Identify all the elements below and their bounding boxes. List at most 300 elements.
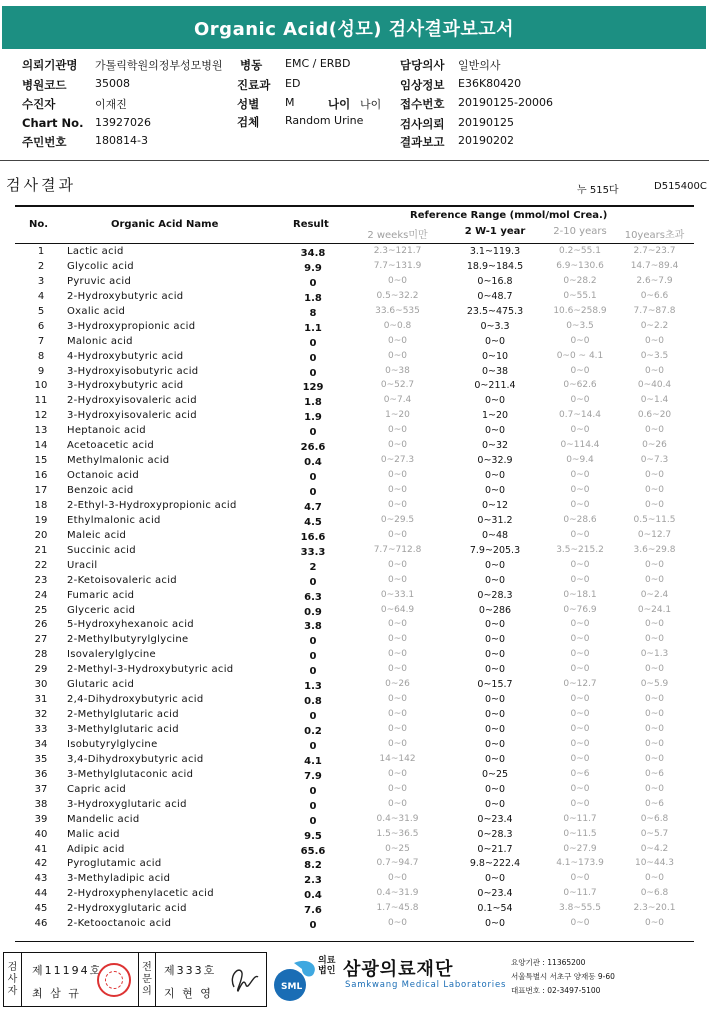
row-no: 3 — [37, 275, 45, 287]
row-ref-10y: 0~3.5 — [640, 350, 669, 361]
header-sub3: 2-10 years — [553, 226, 607, 237]
row-ref-2-10y: 0~0 — [570, 559, 590, 570]
row-no: 22 — [34, 559, 48, 571]
row-acid-name: Adipic acid — [67, 843, 125, 855]
row-ref-2-10y: 0.7~14.4 — [559, 410, 601, 421]
row-acid-name: 4-Hydroxybutyric acid — [67, 350, 184, 362]
row-ref-2-10y: 0~0 — [570, 873, 590, 884]
row-ref-2weeks: 7.7~712.8 — [373, 544, 422, 555]
age-label: 나이 — [328, 97, 351, 111]
row-ref-2-10y: 10.6~258.9 — [553, 305, 607, 316]
row-ref-10y: 10~44.3 — [634, 858, 675, 869]
row-result: 2 — [309, 561, 317, 573]
row-ref-10y: 0~1.4 — [640, 395, 669, 406]
row-acid-name: Heptanoic acid — [67, 425, 146, 437]
institution-label: 의뢰기관명 — [22, 58, 78, 72]
examiner-name: 최 삼 규 — [32, 987, 81, 1000]
row-ref-2weeks: 0~0 — [388, 275, 407, 286]
row-ref-2w-1y: 0.1~54 — [477, 903, 513, 915]
row-ref-2weeks: 0.5~32.2 — [376, 290, 419, 301]
row-ref-2weeks: 0~52.7 — [380, 380, 415, 391]
row-ref-10y: 0~0 — [645, 335, 664, 346]
header-no: No. — [29, 219, 49, 230]
row-ref-10y: 0~1.3 — [640, 649, 669, 660]
row-ref-2weeks: 0~0.8 — [383, 320, 412, 331]
row-ref-2weeks: 0~0 — [388, 738, 407, 749]
row-ref-10y: 0~26 — [642, 440, 667, 451]
row-ref-2w-1y: 0~28.3 — [477, 589, 513, 601]
row-ref-10y: 0~6.8 — [640, 888, 669, 899]
org-phone: 대표번호 : 02-3497-5100 — [511, 986, 601, 995]
row-no: 44 — [34, 888, 48, 900]
table-row — [15, 305, 694, 320]
row-ref-2w-1y: 0~286 — [478, 604, 512, 616]
row-ref-2-10y: 0.2~55.1 — [559, 246, 601, 256]
table-row — [15, 529, 694, 544]
row-ref-2weeks: 0.7~94.7 — [376, 858, 419, 869]
row-ref-10y: 0~6.8 — [640, 813, 669, 824]
table-row — [15, 499, 694, 514]
test-value: Random Urine — [285, 114, 364, 127]
row-ref-10y: 0~4.2 — [640, 843, 669, 854]
row-acid-name: Methylmalonic acid — [67, 455, 170, 467]
table-row — [15, 813, 694, 828]
row-no: 29 — [34, 664, 48, 676]
row-ref-10y: 2.6~7.9 — [636, 275, 673, 286]
row-result: 1.8 — [304, 292, 322, 304]
divider — [0, 160, 709, 161]
row-ref-2weeks: 0~29.5 — [380, 514, 415, 525]
row-ref-10y: 0~0 — [645, 783, 664, 794]
row-ref-10y: 0~0 — [645, 664, 664, 675]
row-acid-name: Fumaric acid — [67, 589, 135, 601]
row-ref-10y: 0~0 — [645, 724, 664, 734]
row-ref-2w-1y: 0~0 — [484, 873, 506, 885]
row-ref-10y: 0~0 — [645, 499, 664, 510]
footer-rule — [15, 941, 694, 942]
row-no: 28 — [34, 649, 48, 661]
row-ref-2-10y: 0~55.1 — [563, 290, 597, 301]
header-result: Result — [293, 219, 329, 230]
row-ref-10y: 0~5.7 — [640, 828, 669, 839]
row-no: 1 — [37, 246, 45, 257]
row-result: 0 — [309, 277, 317, 289]
row-no: 2 — [37, 260, 45, 272]
dept-value: ED — [285, 77, 301, 90]
table-row — [15, 574, 694, 589]
row-no: 42 — [34, 858, 48, 870]
table-row — [15, 350, 694, 365]
row-no: 25 — [34, 604, 48, 616]
row-ref-2weeks: 7.7~131.9 — [373, 260, 422, 271]
examinee-value: 이재진 — [95, 98, 127, 111]
table-row — [15, 589, 694, 604]
org-english-name: Samkwang Medical Laboratories — [345, 980, 507, 990]
row-ref-2-10y: 0~27.9 — [563, 843, 597, 854]
row-ref-10y: 2.3~20.1 — [633, 903, 676, 914]
row-ref-2-10y: 0~0 — [570, 529, 590, 540]
row-no: 38 — [34, 798, 48, 810]
row-result: 0 — [309, 800, 317, 812]
row-ref-2weeks: 1.7~45.8 — [376, 903, 419, 914]
row-acid-name: 3-Hydroxyglutaric acid — [67, 798, 187, 810]
row-ref-2-10y: 0~0 — [570, 470, 590, 481]
table-row — [15, 708, 694, 723]
reviewer-label: 전 문 의 — [138, 953, 156, 1006]
table-row — [15, 290, 694, 305]
row-ref-2weeks: 0~0 — [388, 350, 407, 361]
row-acid-name: 3-Methylglutaric acid — [67, 724, 179, 735]
row-ref-10y: 0~12.7 — [637, 529, 672, 540]
row-ref-2-10y: 0~0 ~ 4.1 — [556, 350, 604, 361]
table-row — [15, 544, 694, 559]
row-ref-2w-1y: 0~48.7 — [477, 290, 513, 302]
row-result: 26.6 — [300, 442, 326, 454]
row-ref-2w-1y: 0~0 — [484, 619, 506, 631]
table-row — [15, 365, 694, 380]
row-ref-2weeks: 1~20 — [385, 410, 410, 421]
patient-info — [0, 55, 709, 155]
row-ref-2weeks: 0~0 — [388, 918, 407, 929]
row-no: 7 — [37, 335, 45, 347]
table-row — [15, 663, 694, 678]
row-no: 18 — [34, 499, 48, 511]
row-ref-2weeks: 0~33.1 — [380, 589, 415, 600]
table-row — [15, 738, 694, 753]
institution-value: 가톨릭학원의정부성모병원 — [95, 59, 223, 72]
table-row — [15, 902, 694, 917]
row-ref-2weeks: 0~25 — [385, 843, 410, 854]
row-ref-10y: 0~0 — [645, 619, 664, 630]
row-ref-2-10y: 0~11.7 — [563, 888, 597, 899]
row-ref-2w-1y: 23.5~475.3 — [466, 305, 524, 317]
row-acid-name: 2,4-Dihydroxybutyric acid — [67, 694, 204, 706]
row-acid-name: 3-Methylglutaconic acid — [67, 768, 194, 780]
row-ref-2w-1y: 0~16.8 — [477, 275, 513, 287]
clinical-value: E36K80420 — [458, 77, 522, 90]
row-ref-2weeks: 0~0 — [388, 335, 407, 346]
table-row — [15, 678, 694, 693]
row-no: 33 — [34, 724, 48, 735]
row-ref-2weeks: 0~0 — [388, 694, 407, 705]
row-ref-2-10y: 0~76.9 — [563, 604, 597, 615]
table-row — [15, 409, 694, 424]
table-row — [15, 394, 694, 409]
report-label: 결과보고 — [400, 135, 445, 149]
row-ref-2w-1y: 0~28.3 — [477, 828, 513, 840]
header-sub2: 2 W-1 year — [464, 226, 526, 237]
table-row — [15, 618, 694, 633]
table-row — [15, 424, 694, 439]
row-no: 34 — [34, 738, 48, 750]
row-no: 16 — [34, 470, 48, 482]
row-ref-2weeks: 0~0 — [388, 768, 407, 779]
row-ref-2weeks: 33.6~535 — [375, 305, 420, 316]
table-row — [15, 633, 694, 648]
row-ref-2weeks: 0~0 — [388, 873, 407, 884]
row-no: 30 — [34, 679, 48, 691]
row-ref-2weeks: 0~0 — [388, 709, 407, 720]
row-ref-2weeks: 0~0 — [388, 499, 407, 510]
row-no: 26 — [34, 619, 48, 631]
row-ref-10y: 0~0 — [645, 753, 664, 764]
row-no: 17 — [34, 485, 48, 496]
row-acid-name: Glycolic acid — [67, 260, 134, 272]
row-result: 0.9 — [304, 606, 322, 618]
row-ref-2-10y: 0~0 — [570, 738, 590, 749]
row-ref-2-10y: 0~0 — [570, 395, 590, 406]
row-acid-name: Pyruvic acid — [67, 275, 132, 287]
table-row — [15, 872, 694, 887]
row-ref-2-10y: 0~0 — [570, 485, 590, 495]
row-ref-2w-1y: 0~23.4 — [477, 813, 513, 825]
row-result: 3.8 — [304, 621, 322, 633]
row-result: 129 — [302, 382, 324, 394]
row-result: 0 — [309, 576, 317, 588]
row-ref-2-10y: 0~11.7 — [563, 813, 597, 824]
examinee-label: 수진자 — [22, 97, 56, 111]
row-acid-name: Malonic acid — [67, 335, 133, 347]
row-ref-2w-1y: 0~25 — [481, 768, 509, 780]
row-ref-10y: 0~5.9 — [640, 679, 669, 690]
table-top-rule — [15, 205, 694, 207]
header-sub1: 2 weeks미만 — [367, 230, 428, 241]
row-result: 4.1 — [304, 755, 322, 767]
row-ref-2w-1y: 7.9~205.3 — [469, 544, 521, 556]
row-result: 0.2 — [304, 726, 322, 737]
row-ref-2w-1y: 0~3.3 — [480, 320, 510, 332]
row-ref-2-10y: 0~0 — [570, 619, 590, 630]
row-ref-2-10y: 0~0 — [570, 335, 590, 346]
org-name: 삼광의료재단 — [343, 959, 454, 980]
row-result: 0 — [309, 352, 317, 364]
row-ref-2w-1y: 0~0 — [484, 649, 506, 661]
row-no: 15 — [34, 455, 48, 467]
row-ref-2-10y: 4.1~173.9 — [556, 858, 604, 869]
row-ref-2w-1y: 18.9~184.5 — [466, 260, 524, 272]
ward-label: 병동 — [240, 58, 263, 72]
row-acid-name: 2-Hydroxyphenylacetic acid — [67, 888, 214, 900]
row-ref-2-10y: 0~0 — [570, 365, 590, 376]
row-ref-2w-1y: 0~32.9 — [477, 455, 513, 467]
row-ref-2w-1y: 0~0 — [484, 783, 506, 795]
row-acid-name: Malic acid — [67, 828, 120, 840]
row-ref-2w-1y: 0~0 — [484, 335, 506, 347]
row-no: 39 — [34, 813, 48, 825]
row-acid-name: Glyceric acid — [67, 604, 136, 616]
row-result: 0.4 — [304, 457, 322, 469]
row-no: 9 — [37, 365, 45, 377]
table-row — [15, 439, 694, 454]
row-ref-2w-1y: 0~31.2 — [477, 514, 513, 526]
row-ref-2weeks: 0~0 — [388, 724, 407, 734]
row-no: 32 — [34, 709, 48, 721]
table-row — [15, 484, 694, 499]
table-body — [15, 245, 694, 932]
nu-code: 누 515다 — [577, 185, 619, 196]
dept-label: 진료과 — [237, 78, 271, 92]
receipt-label: 접수번호 — [400, 97, 445, 111]
row-ref-10y: 0~6 — [645, 768, 664, 779]
row-ref-10y: 0~7.3 — [640, 455, 669, 466]
table-row — [15, 320, 694, 335]
row-acid-name: Isobutyrylglycine — [67, 738, 158, 750]
row-result: 4.5 — [304, 516, 322, 528]
row-ref-2weeks: 0~0 — [388, 425, 407, 436]
table-row — [15, 798, 694, 813]
resident-label: 주민번호 — [22, 135, 67, 149]
row-acid-name: Isovalerylglycine — [67, 649, 156, 661]
row-ref-2w-1y: 0~23.4 — [477, 888, 513, 900]
row-acid-name: Mandelic acid — [67, 813, 140, 825]
row-no: 11 — [34, 395, 48, 407]
table-row — [15, 843, 694, 858]
org-code: 요양기관 : 11365200 — [511, 958, 586, 967]
row-acid-name: 3-Hydroxypropionic acid — [67, 320, 196, 332]
row-result: 0 — [309, 920, 317, 932]
row-ref-2-10y: 0~11.5 — [563, 828, 597, 839]
row-result: 1.8 — [304, 397, 322, 409]
chart-label: Chart No. — [22, 116, 84, 130]
row-ref-2-10y: 0~0 — [570, 709, 590, 720]
row-ref-2-10y: 0~28.2 — [563, 275, 597, 286]
row-ref-2w-1y: 0~0 — [484, 485, 506, 496]
table-row — [15, 275, 694, 290]
row-ref-10y: 0~24.1 — [637, 604, 672, 615]
row-acid-name: 2-Ethyl-3-Hydroxypropionic acid — [67, 499, 237, 511]
row-ref-2-10y: 0~62.6 — [563, 380, 597, 391]
table-header-rule — [15, 243, 694, 244]
row-ref-2-10y: 0~0 — [570, 664, 590, 675]
age-value: 나이 — [360, 98, 382, 111]
row-acid-name: Lactic acid — [67, 246, 124, 257]
row-result: 7.9 — [304, 770, 322, 782]
row-result: 65.6 — [300, 845, 326, 857]
row-ref-2w-1y: 0~15.7 — [477, 679, 513, 691]
row-ref-10y: 0~0 — [645, 470, 664, 481]
reviewer-license: 제333호 — [164, 964, 217, 977]
row-acid-name: 3,4-Dihydroxybutyric acid — [67, 753, 204, 765]
row-acid-name: Capric acid — [67, 783, 127, 795]
org-prefix: 의료 법인 — [318, 956, 336, 976]
row-ref-2weeks: 0~0 — [388, 634, 407, 645]
report-title: Organic Acid(성모) 검사결과보고서 — [2, 6, 706, 49]
row-ref-2weeks: 0~64.9 — [380, 604, 415, 615]
row-ref-2w-1y: 0~38 — [481, 365, 509, 377]
row-acid-name: Ethylmalonic acid — [67, 514, 161, 526]
row-no: 43 — [34, 873, 48, 885]
table-row — [15, 887, 694, 902]
row-ref-2-10y: 6.9~130.6 — [556, 260, 604, 271]
row-ref-2-10y: 0~18.1 — [563, 589, 597, 600]
row-ref-10y: 0~0 — [645, 485, 664, 495]
row-ref-2w-1y: 0~32 — [481, 440, 509, 452]
seal-stamp — [97, 963, 131, 997]
row-ref-2-10y: 3.8~55.5 — [559, 903, 601, 914]
row-ref-2w-1y: 1~20 — [481, 410, 509, 422]
row-no: 40 — [34, 828, 48, 840]
row-ref-10y: 0~6 — [645, 798, 664, 809]
row-acid-name: Acetoacetic acid — [67, 440, 155, 452]
row-ref-2weeks: 0~0 — [388, 664, 407, 675]
row-acid-name: 3-Hydroxyisovaleric acid — [67, 410, 197, 422]
row-ref-2w-1y: 0~0 — [484, 709, 506, 721]
row-ref-2w-1y: 0~12 — [481, 499, 509, 511]
row-acid-name: 2-Ketoisovaleric acid — [67, 574, 177, 586]
row-result: 0 — [309, 711, 317, 723]
row-ref-2-10y: 0~28.6 — [563, 514, 597, 525]
row-ref-2weeks: 0~0 — [388, 470, 407, 481]
table-row — [15, 753, 694, 768]
table-row — [15, 828, 694, 843]
row-ref-10y: 0~0 — [645, 873, 664, 884]
row-result: 0 — [309, 427, 317, 439]
row-ref-10y: 0~2.4 — [640, 589, 669, 600]
report-value: 20190202 — [458, 134, 514, 147]
row-ref-2weeks: 0~7.4 — [383, 395, 412, 406]
row-no: 5 — [37, 305, 45, 317]
row-ref-2w-1y: 0~21.7 — [477, 843, 513, 855]
row-ref-2w-1y: 0~0 — [484, 425, 506, 437]
row-acid-name: Oxalic acid — [67, 305, 126, 317]
row-no: 19 — [34, 514, 48, 526]
row-ref-10y: 0.5~11.5 — [633, 514, 676, 525]
row-ref-2weeks: 0~27.3 — [380, 455, 415, 466]
row-result: 0 — [309, 472, 317, 484]
row-result: 1.1 — [304, 322, 322, 334]
row-acid-name: 2-Methylglutaric acid — [67, 709, 179, 721]
row-ref-2-10y: 0~0 — [570, 499, 590, 510]
row-ref-10y: 0~0 — [645, 694, 664, 705]
request-value: 20190125 — [458, 116, 514, 129]
row-ref-2w-1y: 0~0 — [484, 470, 506, 482]
row-result: 8 — [309, 307, 317, 319]
row-acid-name: 2-Ketooctanoic acid — [67, 918, 172, 930]
row-acid-name: 2-Methyl-3-Hydroxybutyric acid — [67, 664, 234, 676]
receipt-value: 20190125-20006 — [458, 96, 553, 109]
row-acid-name: 5-Hydroxyhexanoic acid — [67, 619, 194, 631]
row-result: 2.3 — [304, 875, 322, 887]
row-ref-2-10y: 0~6 — [570, 768, 590, 779]
row-ref-2weeks: 0~0 — [388, 440, 407, 451]
row-no: 21 — [34, 544, 48, 556]
doctor-value: 일반의사 — [458, 59, 501, 72]
row-ref-10y: 0~2.2 — [640, 320, 669, 331]
row-ref-2-10y: 0~0 — [570, 918, 590, 929]
header-reference: Reference Range (mmol/mol Crea.) — [410, 210, 608, 221]
row-no: 31 — [34, 694, 48, 706]
header-name: Organic Acid Name — [111, 219, 219, 230]
row-no: 45 — [34, 903, 48, 915]
row-ref-2-10y: 0~0 — [570, 649, 590, 660]
row-ref-10y: 0~40.4 — [637, 380, 672, 391]
row-result: 7.6 — [304, 905, 322, 917]
row-acid-name: 3-Hydroxyisobutyric acid — [67, 365, 199, 377]
row-ref-2weeks: 0.4~31.9 — [376, 813, 419, 824]
row-ref-2weeks: 0~0 — [388, 529, 407, 540]
table-row — [15, 783, 694, 798]
row-result: 9.9 — [304, 262, 322, 274]
row-result: 9.5 — [304, 830, 322, 842]
row-ref-10y: 0~0 — [645, 574, 664, 585]
row-ref-2weeks: 0~0 — [388, 485, 407, 495]
row-ref-2weeks: 0~0 — [388, 649, 407, 660]
row-result: 0.4 — [304, 890, 322, 902]
row-no: 6 — [37, 320, 45, 332]
row-ref-2-10y: 0~0 — [570, 574, 590, 585]
row-result: 8.2 — [304, 860, 322, 872]
row-ref-2-10y: 0~0 — [570, 634, 590, 645]
